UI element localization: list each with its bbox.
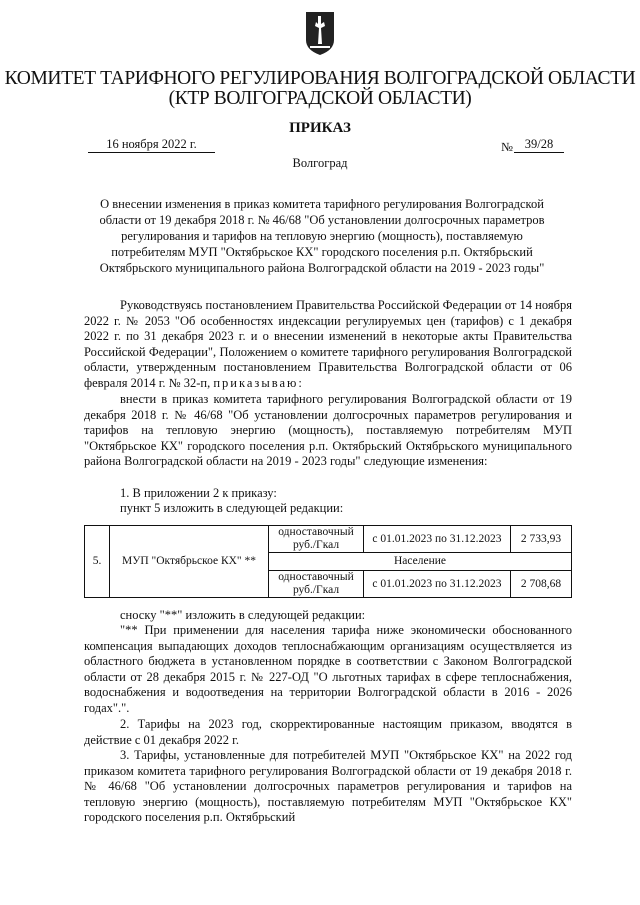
row-number-cell: 5. (85, 526, 110, 598)
paragraph-2: 2. Тарифы на 2023 год, скорректированные настоящим приказом, вводятся в действие с 01 декабря 2022 г. (84, 717, 572, 747)
period-cell: с 01.01.2023 по 31.12.2023 (364, 571, 511, 598)
org-name-line2: (КТР ВОЛГОГРАДСКОЙ ОБЛАСТИ) (168, 88, 472, 109)
tariff-value-cell: 2 708,68 (511, 571, 572, 598)
subject-line: О внесении изменения в приказ комитета тарифного регулирования Волгоградской (100, 197, 544, 211)
footnote-intro: сноску "**" изложить в следующей редакции: (120, 608, 366, 622)
table-row (85, 526, 572, 553)
order-word: приказываю: (213, 375, 304, 390)
preamble-text: Руководствуясь постановлением Правительства Российской Федерации от 14 ноября 2022 г. № 2053 "Об особенностях индексации регулируемых цен (тарифов) с 1 декабря 2022 г. по 31 декабря 2023 г. и о внесении изменений в некоторые акты Правительства Российской Федерации", Положением о комитете тарифного регулирования Волгоградской области, утвержденным постановлением Правительства Волгоградской области от 06 февраля 2014 г. № 32-п, (84, 298, 572, 390)
subject-line: Октябрьского муниципального района Волгоградской области на 2019 - 2023 годы" (99, 261, 545, 275)
paragraph-1: внести в приказ комитета тарифного регулирования Волгоградской области от 19 декабря 2018 г. № 46/68 "Об установлении долгосрочных параметров регулирования и тарифов на тепловую энергию (мощность), поставляемую потребителям МУП "Октябрьское КХ" городского поселения р.п. Октябрьский Октябрьского муниципального района Волгоградской области на 2019 - 2023 годы" следующие изменения: (84, 392, 572, 469)
document-number: 39/28 (514, 137, 564, 153)
document-subject (88, 196, 556, 276)
document-city: Волгоград (292, 156, 348, 170)
tariff-table (84, 525, 572, 598)
preamble-paragraph (84, 298, 572, 392)
footnote-text: "** При применении для населения тарифа ниже экономически обоснованного компенсация выпадающих доходов теплоснабжающим организациям осуществляется из областного бюджета в установленном порядке в соответствии с Законом Волгоградской области от 28 декабря 2015 г. № 227-ОД "О льготных тарифах в сфере теплоснабжения, водоснабжения и водоотведения на территории Волгоградской области в 2016 - 2026 годах".". (84, 623, 572, 715)
paragraph-1-1: 1. В приложении 2 к приказу: (120, 486, 277, 500)
paragraph-1-2: пункт 5 изложить в следующей редакции: (120, 501, 344, 515)
tariff-type-cell: одноставочный руб./Гкал (269, 526, 364, 553)
group-label-cell: Население (269, 553, 572, 571)
paragraph-3: 3. Тарифы, установленные для потребителей МУП "Октябрьское КХ" на 2022 год приказом комитета тарифного регулирования Волгоградской области от 19 декабря 2018 г. № 46/68 "Об установлении долгосрочных параметров регулирования и тарифов на тепловую энергию (мощность), поставляемую потребителям МУП "Октябрьское КХ" городского поселения р.п. Октябрьский (84, 748, 572, 825)
tariff-value-cell: 2 733,93 (511, 526, 572, 553)
document-date: 16 ноября 2022 г. (88, 137, 215, 153)
period-cell: с 01.01.2023 по 31.12.2023 (364, 526, 511, 553)
org-name-line1: КОМИТЕТ ТАРИФНОГО РЕГУЛИРОВАНИЯ ВОЛГОГРАДСКОЙ ОБЛАСТИ (4, 68, 636, 89)
organization-cell: МУП "Октябрьское КХ" ** (110, 526, 269, 598)
subject-line: потребителям МУП "Октябрьское КХ" городского поселения р.п. Октябрьский (111, 245, 533, 259)
subject-line: области от 19 декабря 2018 г. № 46/68 "Об установлении долгосрочных параметров (99, 213, 545, 227)
subject-line: регулирования и тарифов на тепловую энергию (мощность), поставляемую (121, 229, 523, 243)
tariff-type-cell: одноставочный руб./Гкал (269, 571, 364, 598)
number-sign: № (501, 140, 513, 154)
document-type-title: ПРИКАЗ (289, 120, 351, 136)
coat-of-arms-emblem (304, 10, 336, 56)
